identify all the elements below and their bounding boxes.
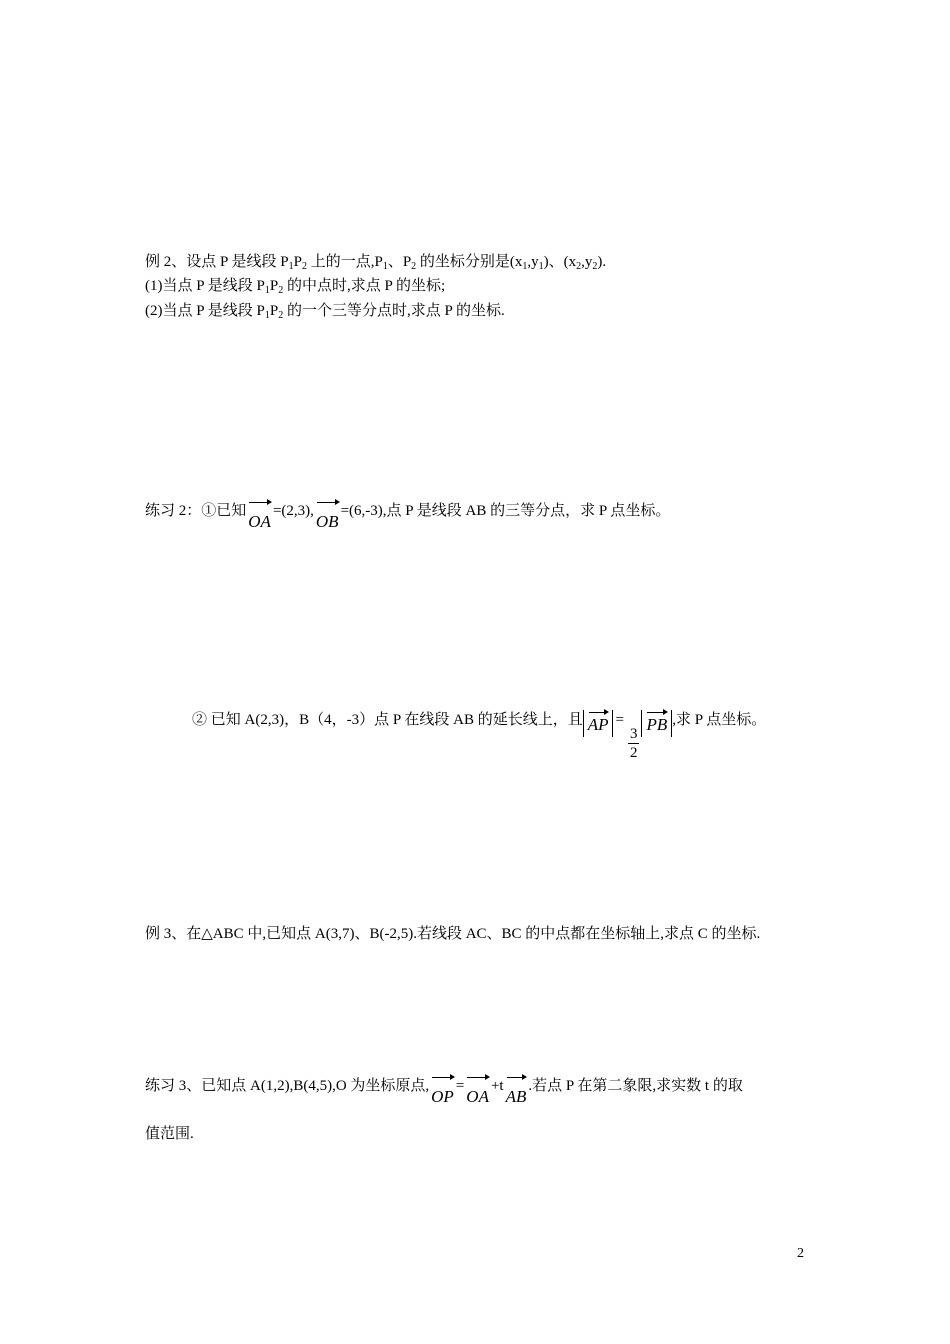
vector-op: OP xyxy=(431,1075,454,1107)
fraction-three-halves: $\frac{3}{2}$ xyxy=(629,726,638,761)
example-2-question-2: (2)当点 P 是线段 $P_1P_2$ 的一个三等分点时,求点 P 的坐标. xyxy=(145,303,505,321)
magnitude-pb: PB xyxy=(641,710,672,737)
exercise-3-line-1: 练习 3、已知点 A(1,2),B(4,5),O 为坐标原点, OP= OA+t AB.若点 P 在第二象限,求实数 t 的取 xyxy=(145,1075,743,1107)
vector-ab: AB xyxy=(506,1075,527,1107)
vector-oa: OA xyxy=(248,500,271,532)
example-2-line-1: 例 2、设点 P 是线段 $P_1P_2$ 上的一点$,P_1$、$P_2$ 的坐标分别是$(x_1,y_1)$、$(x_2,y_2)$. xyxy=(145,254,607,272)
vector-ob: OB xyxy=(316,500,339,532)
page-number: 2 xyxy=(797,1246,804,1261)
example-2-question-1: (1)当点 P 是线段 $P_1P_2$ 的中点时,求点 P 的坐标; xyxy=(145,278,446,296)
exercise-2-part-2: ② 已知 A(2,3)，B（4，-3）点 P 在线段 AB 的延长线上，且 AP = $\frac{3}{2}$ PB ,求 P 点坐标。 xyxy=(192,712,767,761)
magnitude-ap: AP xyxy=(583,710,614,737)
exercise-3-line-2: 值范围. xyxy=(145,1126,194,1142)
exercise-2-part-1: 练习 2：①已知 OA=(2,3), OB=(6,-3),点 P 是线段 AB 的三等分点，求 P 点坐标。 xyxy=(145,500,670,532)
example-3: 例 3、在△ABC 中,已知点 A(3,7)、B(-2,5).若线段 AC、BC 的中点都在坐标轴上,求点 C 的坐标. xyxy=(145,926,761,942)
vector-oa-2: OA xyxy=(466,1075,489,1107)
